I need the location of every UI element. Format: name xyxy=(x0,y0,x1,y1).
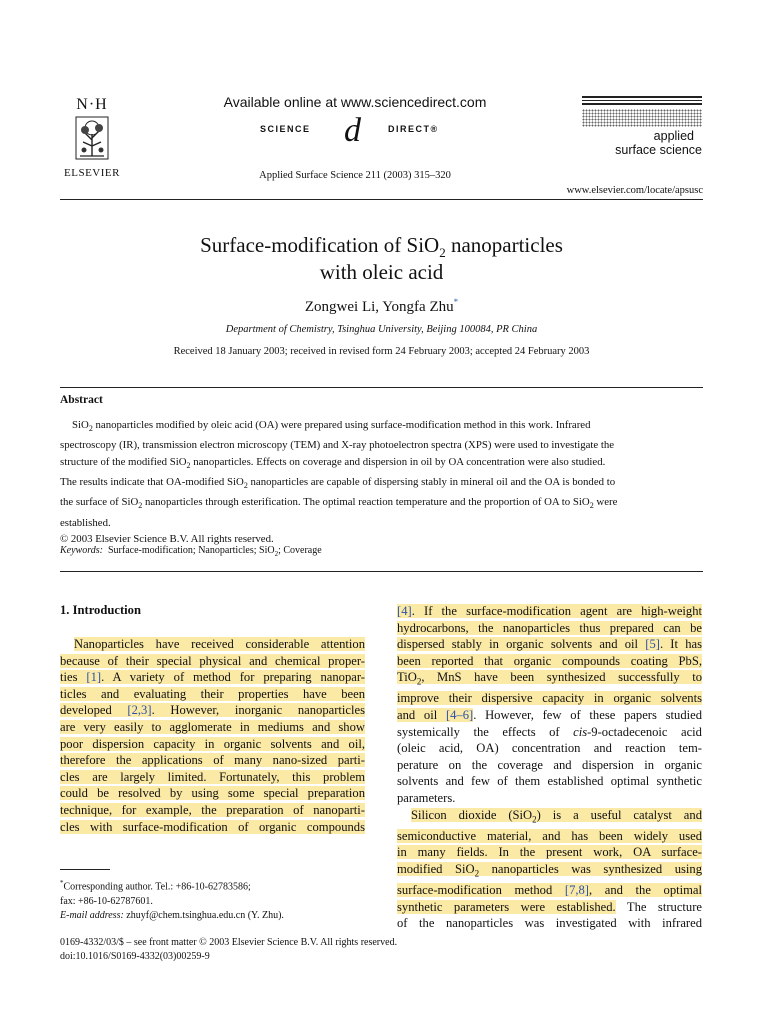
journal-brand-logo xyxy=(582,96,702,168)
section-heading-introduction: 1. Introduction xyxy=(60,603,141,617)
footnote: *Corresponding author. Tel.: +86-10-62783586; fax: +86-10-62787601. E-mail address: zhuyf@chem.tsinghua.edu.cn (Y. Zhu). xyxy=(60,879,284,922)
citation-link[interactable]: [1] xyxy=(86,670,102,685)
citation-link[interactable]: [7,8] xyxy=(564,883,590,898)
journal-brand-line1: applied xyxy=(653,128,694,143)
received-dates: Received 18 January 2003; received in revised form 24 February 2003; accepted 24 February 2003 xyxy=(173,346,590,357)
publisher-mark: N·H xyxy=(76,96,108,113)
doi[interactable]: doi:10.1016/S0169-4332(03)00259-9 xyxy=(60,951,210,962)
abstract-heading: Abstract xyxy=(60,394,103,406)
elsevier-tree-icon xyxy=(75,116,109,160)
halftone-band-icon xyxy=(582,109,702,127)
front-matter: 0169-4332/03/$ – see front matter © 2003 Elsevier Science B.V. All rights reserved. xyxy=(60,937,398,948)
corresponding-mark[interactable]: * xyxy=(453,297,459,307)
abstract-divider-bottom xyxy=(60,571,703,572)
body-column-right: [4]. If the surface-modification agent are high-weight hydrocarbons, the nanoparticles thus prepared can be dispersed stably in organic solvents and oil [5]. It has been reported that organic compounds coating PbS, TiO$_2$, MnS have been synthesized successfully to improve their dispersive capacity in organic solvents and oil [4–6]. However, few of these papers studied systemically the effects of cis-9-octadecenoic acid (oleic acid, OA) concentration and reaction tem- perature on the coverage and dispersion in organic solvents and few of them established optimal synthetic parameters. Silicon dioxide (SiO$_2$) is a useful catalyst and semiconductive material, and has been widely used in many fields. In the present work, OA surface- modified SiO$_2$ nanoparticles was synthesized using surface-modification method [7,8], and the optimal synthetic parameters were established. The structure of the nanoparticles was investigated with infrared xyxy=(397,604,702,931)
affiliation: Department of Chemistry, Tsinghua University, Beijing 100084, PR China xyxy=(225,324,538,335)
body-column-left: Nanoparticles have received considerable attention because of their special physical and chemical proper- ties [1]. A variety of method for preparing nanopar- ticles and evaluating their properties have been developed [2,3]. However, inorganic nanoparticles are very easily to agglomerate in mediums and show poor dispersion capacity in organic solvents and oil, therefore the applications of many nano-sized parti- cles are largely limited. Fortunately, this problem could be resolved by using some special preparation technique, for example, the preparation of nanoparti- cles with surface-modification of organic compounds xyxy=(60,637,365,834)
sciencedirect-logo xyxy=(260,112,460,150)
journal-url: www.elsevier.com/locate/apsusc xyxy=(566,185,703,196)
header-divider xyxy=(60,199,703,200)
publisher-name: ELSEVIER xyxy=(64,167,120,179)
sd-logo-mark: d xyxy=(344,112,361,149)
citation-link[interactable]: [4] xyxy=(397,604,412,618)
journal-reference: Applied Surface Science 211 (2003) 315–320 xyxy=(259,170,451,181)
author-names: Zongwei Li, Yongfa Zhu xyxy=(304,299,454,315)
citation-link[interactable]: [2,3] xyxy=(127,703,152,718)
paper-title-line1: Surface-modification of SiO$_2$ nanoparticles xyxy=(200,233,563,261)
authors xyxy=(60,297,703,316)
keywords: Keywords: Surface-modification; Nanoparticles; SiO$_2$; Coverage xyxy=(60,545,322,558)
author-email[interactable]: zhuyf@chem.tsinghua.edu.cn (Y. Zhu). xyxy=(123,910,284,922)
citation-link[interactable]: [5] xyxy=(645,637,660,652)
citation-link[interactable]: [4–6] xyxy=(445,708,474,723)
publisher-logo xyxy=(62,96,122,186)
sd-logo-left: SCIENCE xyxy=(260,124,311,134)
journal-brand-line2: surface science xyxy=(615,142,702,157)
copyright-notice: © 2003 Elsevier Science B.V. All rights reserved. xyxy=(60,532,274,545)
paper-title-line2: with oleic acid xyxy=(319,260,444,284)
available-online-text: Available online at www.sciencedirect.com xyxy=(223,94,487,110)
footnote-divider xyxy=(60,869,110,870)
abstract-divider-top xyxy=(60,387,703,388)
sd-logo-right: DIRECT® xyxy=(388,124,439,134)
abstract-body: SiO$_2$ nanoparticles modified by oleic acid (OA) were prepared using surface-modification method in this work. Infrared spectroscopy (IR), transmission electron microscopy (TEM) and X-ray photoelectron spectra (XPS) were used to investigate the structure of the modified SiO$_2$ nanoparticles. Effects on coverage and dispersion in oil by OA concentration were also studied. The results indicate that OA-modified SiO$_2$ nanoparticles are capable of dispersing stably in mineral oil and the OA is bonded to the surface of SiO$_2$ nanoparticles through esterification. The optimal reaction temperature and the proportion of OA to SiO$_2$ were established. © 2003 Elsevier Science B.V. All rights reserved. xyxy=(60,417,703,547)
